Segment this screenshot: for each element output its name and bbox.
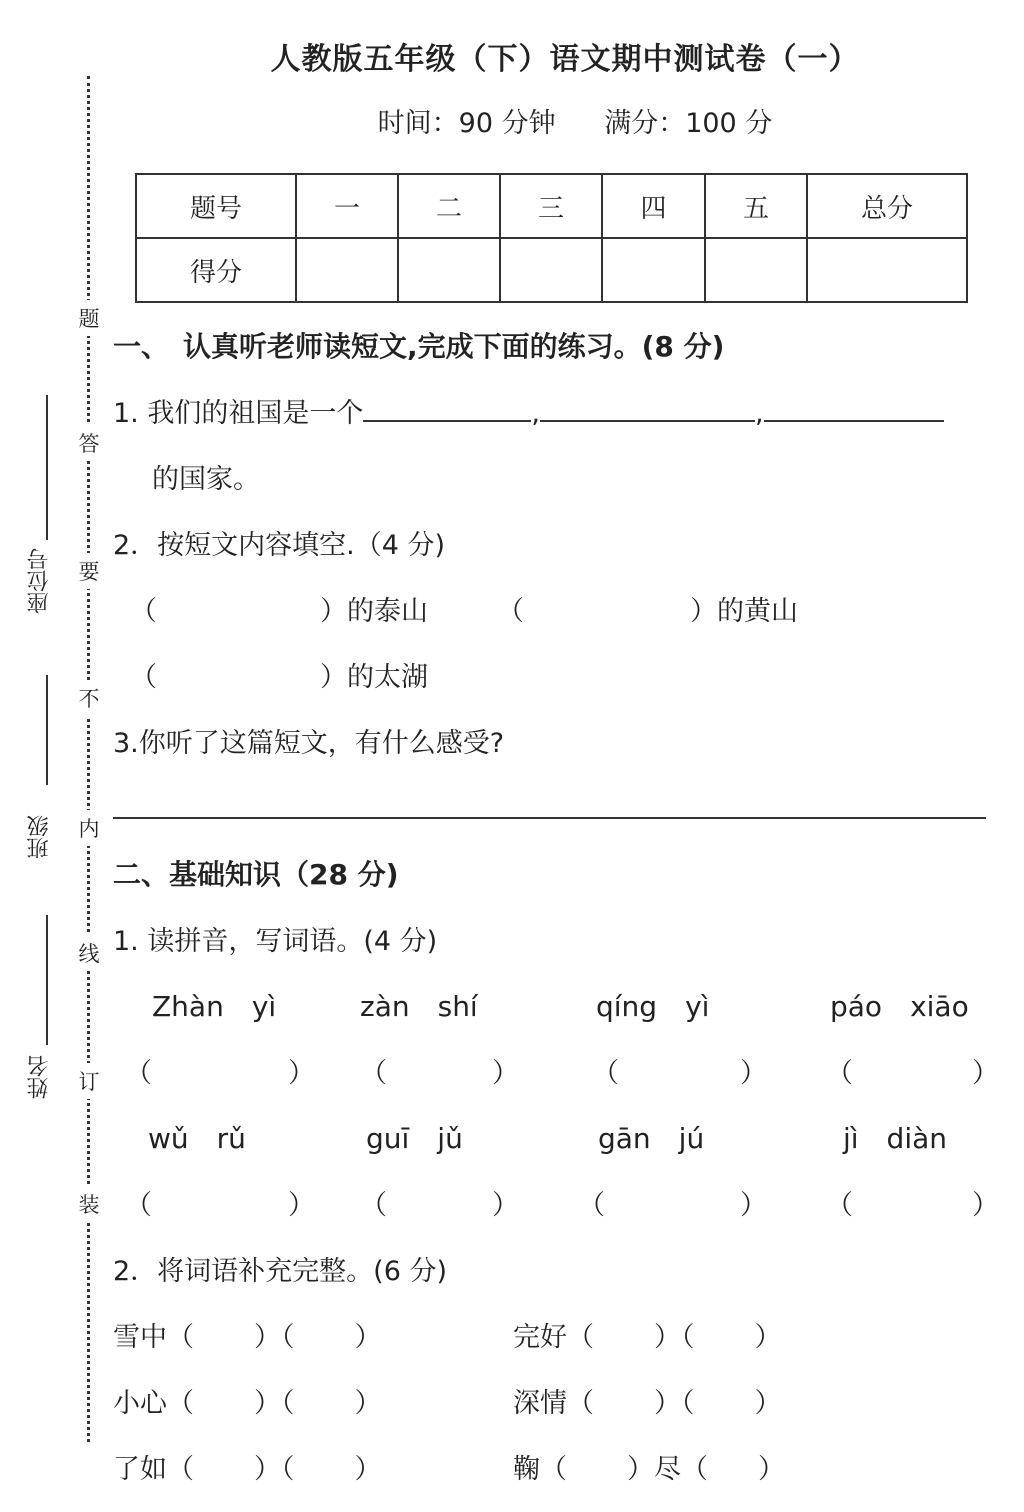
binding-char: 题 — [78, 300, 100, 336]
s2-question-1: 1. 读拼音，写词语。(4 分) — [113, 926, 438, 957]
idiom-text: ） — [354, 1322, 382, 1353]
binding-char: 内 — [78, 810, 100, 846]
table-cell: 得分 — [136, 238, 296, 302]
score-table — [135, 173, 968, 303]
answer-blank[interactable] — [764, 394, 944, 422]
pinyin: qíng yì — [596, 990, 710, 1023]
idiom-text: 完好（ — [513, 1322, 594, 1353]
huangshan-blank-label: ）的黄山 — [690, 596, 798, 627]
score-input-cell[interactable] — [296, 238, 398, 302]
paren-open: （ — [125, 1190, 152, 1221]
binding-char: 装 — [78, 1186, 100, 1222]
idiom-item — [113, 1381, 382, 1420]
seat-number-line[interactable] — [46, 395, 48, 540]
table-cell: 一 — [296, 174, 398, 238]
paren-close: ） — [492, 1190, 519, 1221]
idiom-text: ）（ — [254, 1322, 295, 1353]
idiom-text: ） — [758, 1454, 785, 1485]
comma: , — [754, 398, 764, 429]
score-input-cell[interactable] — [398, 238, 500, 302]
table-cell: 五 — [705, 174, 807, 238]
table-cell: 四 — [602, 174, 705, 238]
class-line[interactable] — [46, 675, 48, 785]
binding-char: 要 — [78, 553, 100, 589]
paren-open: （ — [592, 1058, 619, 1089]
seat-number-label: 座位号 — [27, 548, 52, 614]
paren-close: ） — [288, 1058, 315, 1089]
score-input-cell[interactable] — [705, 238, 807, 302]
idiom-item — [113, 1315, 382, 1354]
paren-open: （ — [578, 1190, 605, 1221]
exam-time: 时间：90 分钟 — [377, 108, 556, 139]
pinyin: wǔ rǔ — [148, 1122, 246, 1155]
idiom-text: ） — [354, 1388, 382, 1419]
table-row — [136, 238, 967, 302]
answer-blank[interactable] — [363, 394, 531, 422]
section-2-heading: 二、基础知识（28 分) — [113, 858, 399, 891]
pinyin: Zhàn yì — [152, 990, 277, 1023]
binding-dotted-line — [87, 76, 90, 1442]
paren-close: ） — [972, 1058, 999, 1089]
idiom-text: ）（ — [654, 1322, 695, 1353]
binding-char: 线 — [78, 935, 100, 971]
paren-close: ） — [972, 1190, 999, 1221]
answer-blank[interactable] — [540, 394, 755, 422]
score-input-cell[interactable] — [500, 238, 602, 302]
s1-question-1 — [113, 391, 944, 430]
idiom-text: ）（ — [654, 1388, 695, 1419]
idiom-text: 鞠（ — [513, 1454, 567, 1485]
idiom-text: ）（ — [254, 1388, 295, 1419]
score-input-cell[interactable] — [807, 238, 967, 302]
paren-close: ） — [492, 1058, 519, 1089]
paren-open: （ — [826, 1058, 853, 1089]
idiom-text: ）（ — [254, 1454, 295, 1485]
taishan-blank-label: ）的泰山 — [320, 596, 428, 627]
idiom-text: 深情（ — [513, 1388, 594, 1419]
exam-full-score: 满分：100 分 — [604, 108, 773, 139]
name-label: 姓名 — [27, 1055, 52, 1099]
idiom-text: ） — [754, 1322, 782, 1353]
paren-open: （ — [826, 1190, 853, 1221]
open-paren: （ — [130, 662, 157, 693]
table-cell: 二 — [398, 174, 500, 238]
idiom-text: 小心（ — [113, 1388, 194, 1419]
q1-tail: 的国家。 — [152, 464, 260, 495]
pinyin: páo xiāo — [830, 990, 969, 1023]
binding-char: 不 — [78, 680, 100, 716]
pinyin: gān jú — [598, 1122, 705, 1155]
idiom-item — [113, 1447, 382, 1486]
page-title: 人教版五年级（下）语文期中测试卷（一） — [270, 42, 860, 77]
paren-open: （ — [360, 1190, 387, 1221]
pinyin: guī jǔ — [366, 1122, 463, 1155]
pinyin: jì diàn — [843, 1122, 948, 1155]
idiom-text: 了如（ — [113, 1454, 194, 1485]
idiom-item — [513, 1315, 782, 1354]
paren-close: ） — [288, 1190, 315, 1221]
pinyin: zàn shí — [360, 990, 478, 1023]
name-line[interactable] — [46, 915, 48, 1045]
idiom-text: ）尽（ — [627, 1454, 708, 1485]
comma: , — [531, 398, 540, 429]
table-cell: 总分 — [807, 174, 967, 238]
score-input-cell[interactable] — [602, 238, 705, 302]
answer-line[interactable] — [113, 817, 986, 819]
idiom-text: 雪中（ — [113, 1322, 194, 1353]
idiom-text: ） — [354, 1454, 382, 1485]
taihu-blank-label: ）的太湖 — [320, 662, 428, 693]
idiom-item — [513, 1447, 785, 1486]
table-cell: 题号 — [136, 174, 296, 238]
section-1-heading: 一、 认真听老师读短文,完成下面的练习。(8 分) — [113, 330, 725, 363]
paren-open: （ — [360, 1058, 387, 1089]
paren-close: ） — [740, 1058, 767, 1089]
table-cell: 三 — [500, 174, 602, 238]
paren-open: （ — [125, 1058, 152, 1089]
open-paren: （ — [497, 596, 524, 627]
q1-prefix: 1. 我们的祖国是一个 — [113, 398, 364, 429]
s1-question-2: 2．按短文内容填空.（4 分) — [113, 530, 446, 561]
class-label: 班级 — [27, 815, 52, 859]
binding-char: 订 — [78, 1063, 100, 1099]
open-paren: （ — [130, 596, 157, 627]
exam-info — [0, 101, 1024, 140]
paren-close: ） — [740, 1190, 767, 1221]
binding-char: 答 — [78, 425, 100, 461]
s2-question-2: 2．将词语补充完整。(6 分) — [113, 1256, 448, 1287]
s1-question-3: 3.你听了这篇短文，有什么感受? — [113, 728, 505, 759]
table-row — [136, 174, 967, 238]
idiom-text: ） — [754, 1388, 782, 1419]
idiom-item — [513, 1381, 782, 1420]
